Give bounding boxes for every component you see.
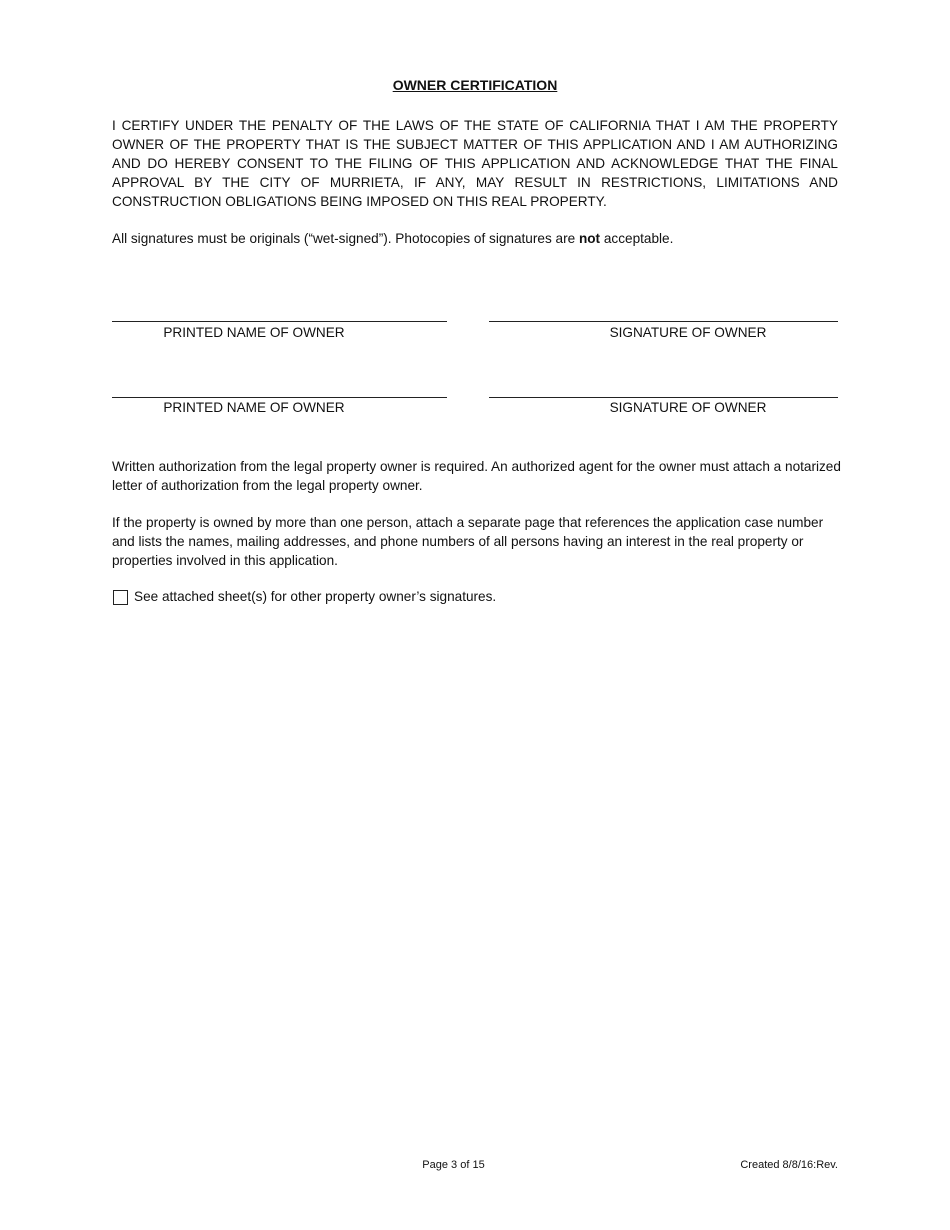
signature-note-emphasis: not — [578, 231, 601, 246]
signature-label-1: SIGNATURE OF OWNER — [609, 325, 767, 340]
revision-note: Created 8/8/16:Rev. — [740, 1159, 838, 1171]
multiple-owners-paragraph: If the property is owned by more than one person, attach a separate page that references the application case number and lists the names, mailing addresses, and phone numbers of all persons having an interest in the real property or properties involved in this application. — [112, 515, 824, 568]
attached-sheets-checkbox[interactable] — [113, 590, 128, 605]
authorization-paragraph: Written authorization from the legal property owner is required. An authorized agent for the owner must attach a notarized letter of authorization from the legal property owner. — [112, 459, 841, 493]
signature-line-2[interactable] — [489, 397, 838, 398]
printed-name-label-2: PRINTED NAME OF OWNER — [163, 400, 345, 415]
signature-note-text-end: acceptable. — [600, 231, 674, 246]
page-number: Page 3 of 15 — [422, 1159, 485, 1171]
printed-name-label-1: PRINTED NAME OF OWNER — [163, 325, 345, 340]
attached-sheets-label: See attached sheet(s) for other property owner’s signatures. — [134, 589, 497, 604]
printed-name-line-1[interactable] — [112, 321, 447, 322]
printed-name-line-2[interactable] — [112, 397, 447, 398]
signature-label-2: SIGNATURE OF OWNER — [609, 400, 767, 415]
page-title: OWNER CERTIFICATION — [392, 77, 558, 93]
signature-note — [112, 229, 842, 248]
signature-line-1[interactable] — [489, 321, 838, 322]
certification-statement: I CERTIFY UNDER THE PENALTY OF THE LAWS OF THE STATE OF CALIFORNIA THAT I AM THE PROPERTY OWNER OF THE PROPERTY THAT IS THE SUBJECT MATTER OF THIS APPLICATION AND I AM AUTHORIZING AND DO HEREBY CONSENT TO THE FILING OF THIS APPLICATION AND ACKNOWLEDGE THAT THE FINAL APPROVAL BY THE CITY OF MURRIETA, IF ANY, MAY RESULT IN RESTRICTIONS, LIMITATIONS AND CONSTRUCTION OBLIGATIONS BEING IMPOSED ON THIS REAL PROPERTY. — [112, 118, 838, 209]
signature-note-text: All signatures must be originals (“wet-signed”). Photocopies of signatures are — [112, 231, 579, 246]
